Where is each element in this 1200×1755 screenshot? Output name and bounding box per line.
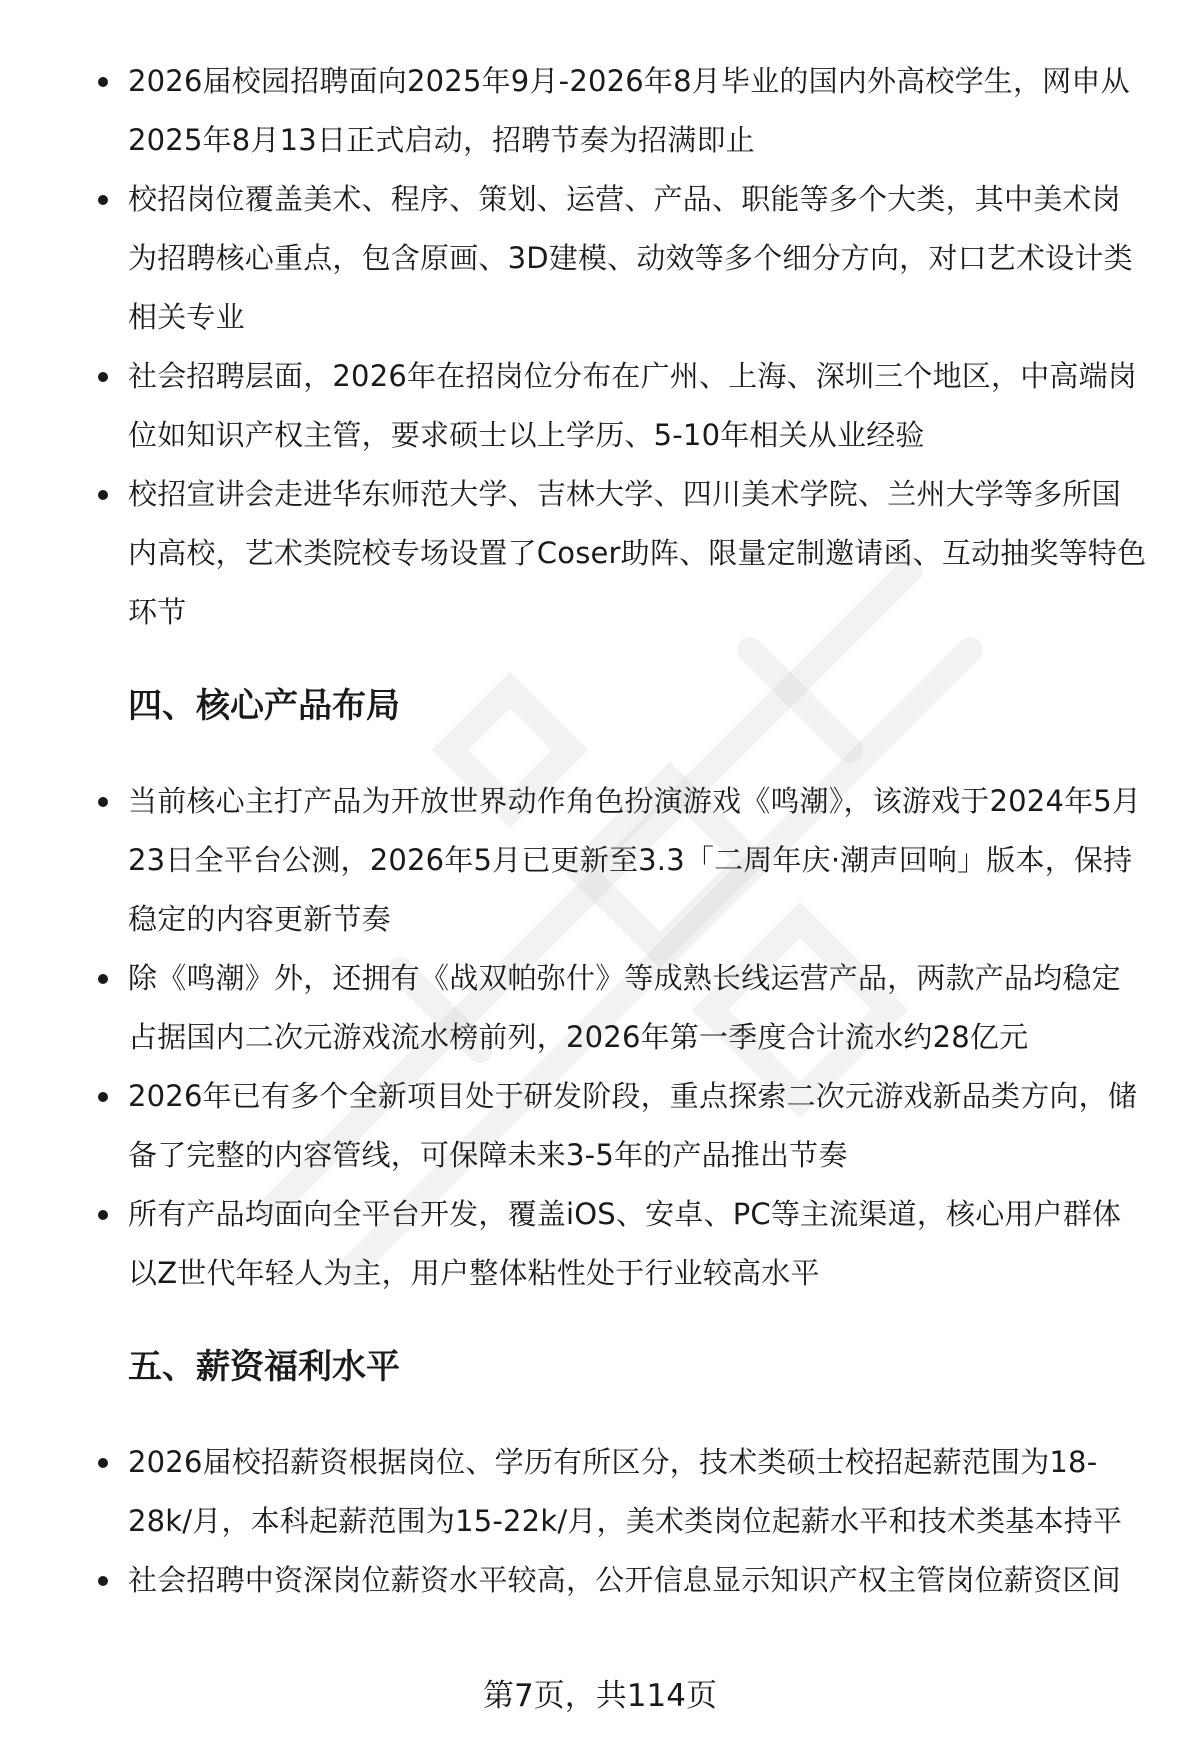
list-item: 2026届校园招聘面向2025年9月-2026年8月毕业的国内外高校学生，网申从2025年8月13日正式启动，招聘节奏为招满即止 [0,52,1200,170]
section-heading-salary: 五、薪资福利水平 [128,1347,400,1387]
salary-list [0,1433,1200,1610]
recruitment-list [0,52,1200,642]
list-item: 社会招聘中资深岗位薪资水平较高，公开信息显示知识产权主管岗位薪资区间 [0,1551,1200,1610]
list-item: 除《鸣潮》外，还拥有《战双帕弥什》等成熟长线运营产品，两款产品均稳定占据国内二次元游戏流水榜前列，2026年第一季度合计流水约28亿元 [0,949,1200,1067]
list-item: 社会招聘层面，2026年在招岗位分布在广州、上海、深圳三个地区，中高端岗位如知识产权主管，要求硕士以上学历、5-10年相关从业经验 [0,347,1200,465]
section-heading-products: 四、核心产品布局 [128,686,400,726]
list-item: 2026年已有多个全新项目处于研发阶段，重点探索二次元游戏新品类方向，储备了完整的内容管线，可保障未来3-5年的产品推出节奏 [0,1067,1200,1185]
list-item: 当前核心主打产品为开放世界动作角色扮演游戏《鸣潮》，该游戏于2024年5月23日全平台公测，2026年5月已更新至3.3「二周年庆·潮声回响」版本，保持稳定的内容更新节奏 [0,772,1200,949]
page-number: 第7页，共114页 [483,1678,717,1714]
products-list [0,772,1200,1303]
list-item: 校招宣讲会走进华东师范大学、吉林大学、四川美术学院、兰州大学等多所国内高校，艺术类院校专场设置了Coser助阵、限量定制邀请函、互动抽奖等特色环节 [0,465,1200,642]
list-item: 所有产品均面向全平台开发，覆盖iOS、安卓、PC等主流渠道，核心用户群体以Z世代年轻人为主，用户整体粘性处于行业较高水平 [0,1185,1200,1303]
list-item: 校招岗位覆盖美术、程序、策划、运营、产品、职能等多个大类，其中美术岗为招聘核心重点，包含原画、3D建模、动效等多个细分方向，对口艺术设计类相关专业 [0,170,1200,347]
list-item: 2026届校招薪资根据岗位、学历有所区分，技术类硕士校招起薪范围为18-28k/月，本科起薪范围为15-22k/月，美术类岗位起薪水平和技术类基本持平 [0,1433,1200,1551]
